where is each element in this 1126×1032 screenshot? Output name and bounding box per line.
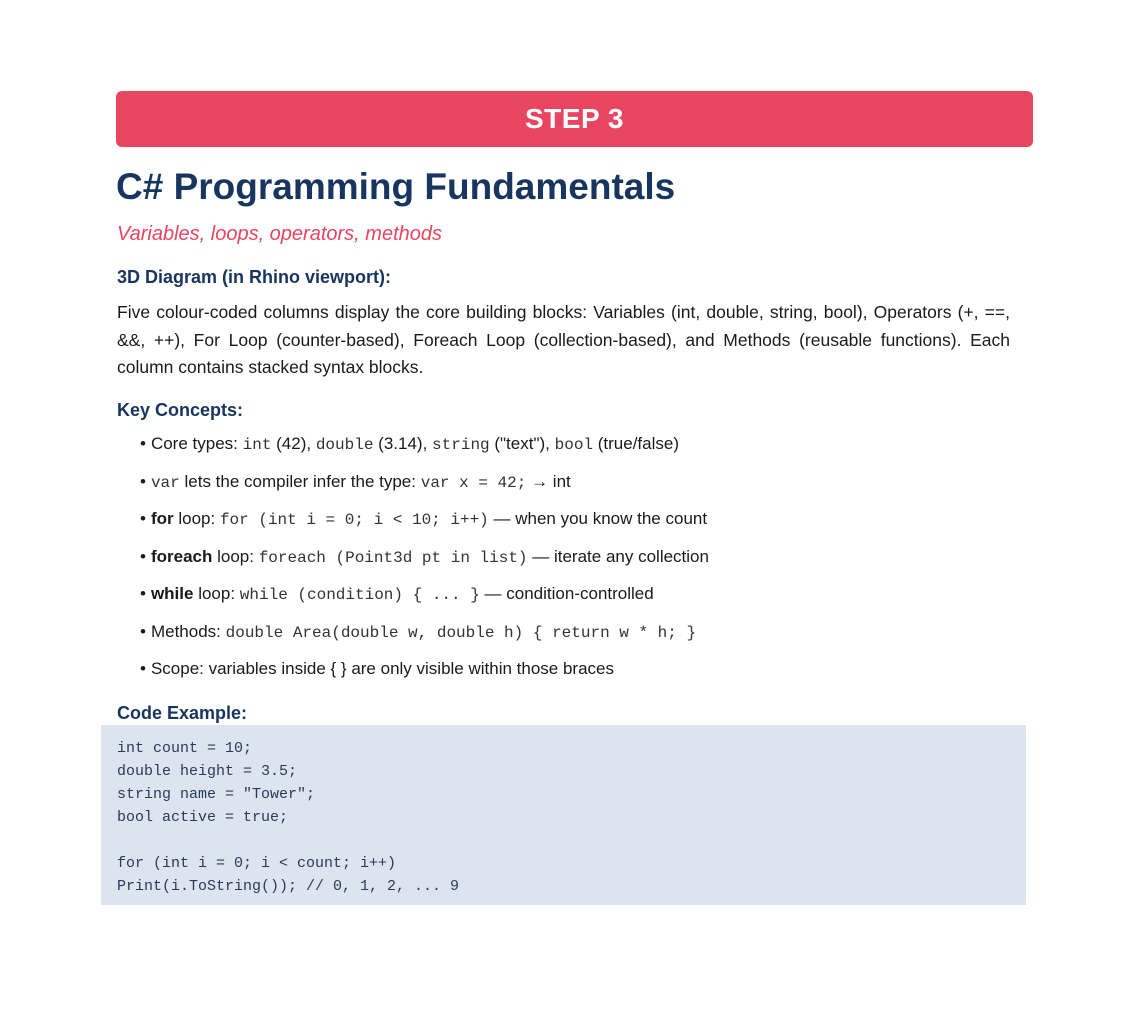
code-line-blank [117, 829, 459, 852]
bullet: • [140, 659, 146, 678]
code-example-block [101, 725, 1026, 905]
bullet: • [140, 621, 146, 641]
double-value: (3.14), [373, 434, 433, 453]
code-int: int [242, 436, 272, 454]
code-line: bool active = true; [117, 809, 289, 826]
int-value: (42), [271, 434, 316, 453]
code-string: string [432, 436, 490, 454]
code-var: var [150, 473, 180, 492]
concept-label: loop: [212, 546, 259, 566]
string-value: ("text"), [489, 434, 555, 453]
concept-lead: Core types: [150, 434, 243, 453]
code-line: for (int i = 0; i < count; i++) [117, 855, 397, 872]
concept-keyword: for [150, 509, 174, 528]
concept-methods [140, 620, 709, 658]
code-snippet: while (condition) { ... } [239, 586, 480, 604]
key-concepts-heading: Key Concepts: [117, 400, 244, 420]
code-line: int count = 10; [117, 740, 253, 757]
step-label: STEP 3 [525, 103, 624, 134]
concept-for-loop [140, 507, 709, 545]
concept-var [140, 470, 709, 508]
page-title: C# Programming Fundamentals [116, 166, 676, 207]
key-concepts-list [140, 432, 709, 695]
bullet: • [140, 584, 146, 603]
code-snippet: var x = 42; [420, 473, 527, 492]
code-double: double [315, 436, 374, 454]
concept-keyword: while [150, 584, 194, 603]
concept-lead: Scope: variables inside [150, 659, 331, 678]
code-line: string name = "Tower"; [117, 786, 316, 803]
bullet: • [140, 546, 146, 566]
code-bool: bool [554, 436, 594, 454]
braces: { } [330, 659, 347, 678]
concept-desc: — condition-controlled [479, 584, 654, 603]
bullet: • [140, 471, 146, 491]
step-banner [116, 91, 1033, 147]
concept-rest: are only visible within those braces [346, 659, 615, 678]
concept-label: loop: [173, 509, 220, 528]
code-line: Print(i.ToString()); // 0, 1, 2, ... 9 [117, 878, 460, 895]
concept-keyword: foreach [150, 546, 213, 566]
code-line: double height = 3.5; [117, 763, 298, 780]
concept-lead: Methods: [150, 621, 226, 641]
concept-text: lets the compiler infer the type: [179, 471, 421, 491]
bullet: • [140, 509, 146, 528]
bool-value: (true/false) [593, 434, 679, 453]
code-snippet: for (int i = 0; i < 10; i++) [219, 511, 489, 529]
concept-core-types [140, 432, 709, 470]
concept-arrow: → int [526, 471, 571, 491]
concept-label: loop: [193, 584, 240, 603]
bullet: • [140, 434, 146, 453]
code-snippet: double Area(double w, double h) { return w * h; } [225, 623, 697, 642]
concept-desc: — when you know the count [488, 509, 708, 528]
concept-scope [140, 657, 709, 695]
code-listing [117, 737, 459, 898]
concept-foreach-loop [140, 545, 709, 583]
concept-desc: — iterate any collection [527, 546, 709, 566]
concept-while-loop [140, 582, 709, 620]
page-subtitle: Variables, loops, operators, methods [117, 223, 442, 245]
diagram-description: Five colour-coded columns display the core building blocks: Variables (int, double, string, bool), Operators (+, ==, &&, ++), For Loop (counter-based), Foreach Loop (collection-based), and Methods (reusable functions). Each column contains stacked syntax blocks. [117, 302, 1010, 377]
code-example-heading: Code Example: [117, 703, 248, 723]
code-snippet: foreach (Point3d pt in list) [258, 548, 528, 567]
diagram-heading: 3D Diagram (in Rhino viewport): [117, 267, 392, 287]
